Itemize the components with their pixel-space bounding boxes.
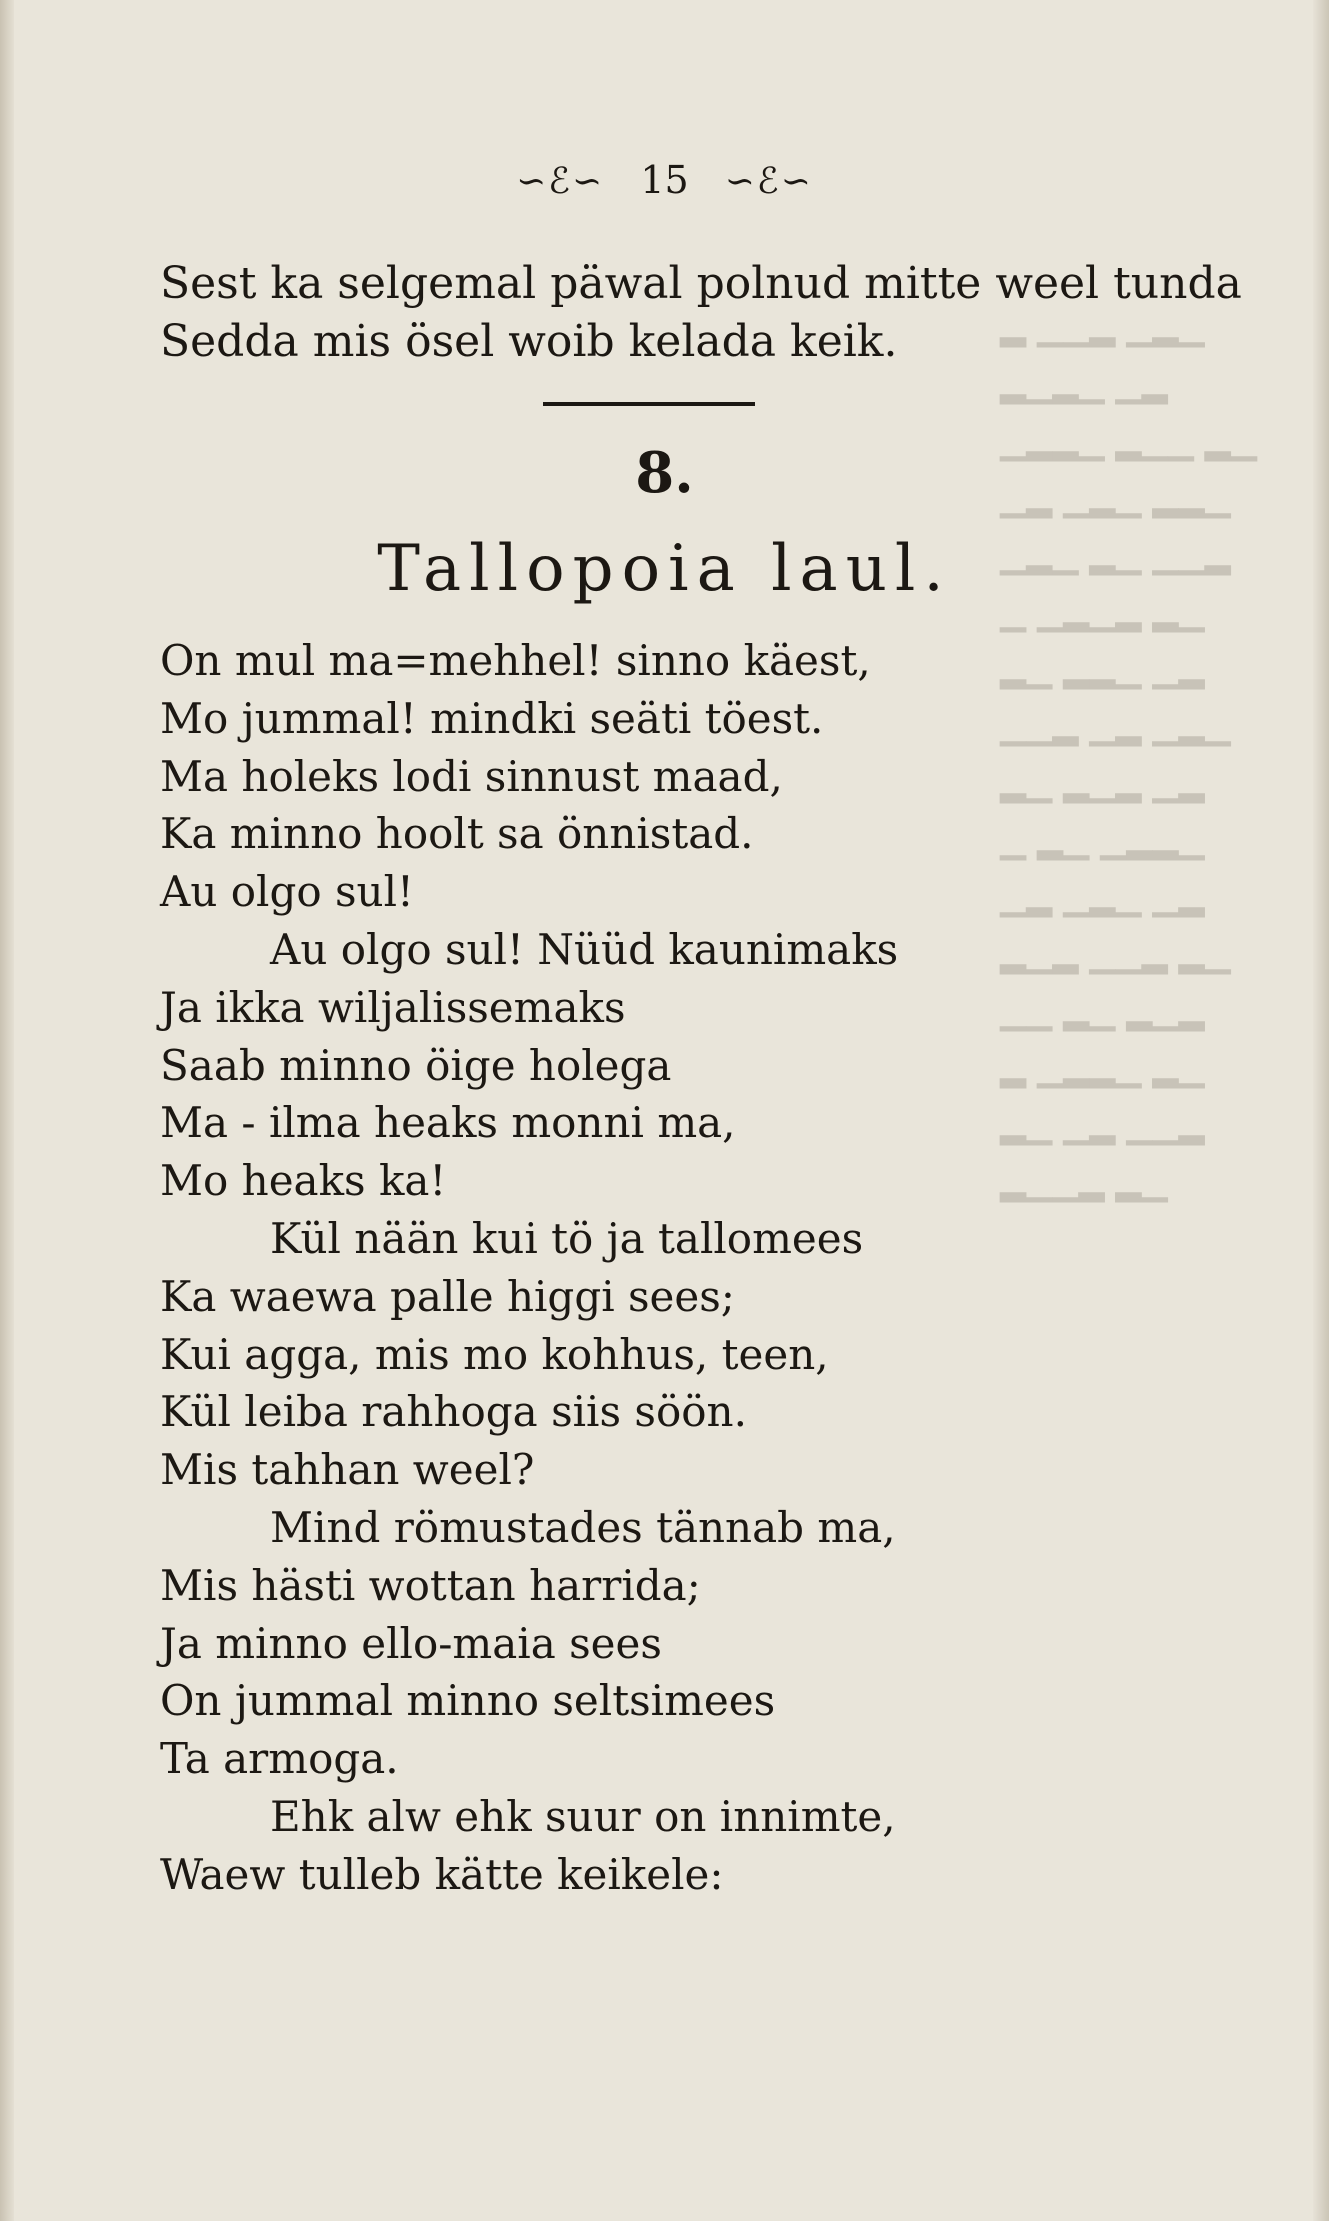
poem-line: Mind römustades tännab ma, <box>270 1502 896 1552</box>
poem-line: Mis hästi wottan harrida; <box>160 1560 701 1610</box>
section-number: 8. <box>635 440 694 506</box>
poem-line: Kui agga, mis mo kohhus, teen, <box>160 1329 829 1379</box>
ornament-left-icon: ∽ℰ∽ <box>516 161 605 202</box>
show-through-bleed: ▁▂▁ ▂▁▁ ▂ ▂▁ ▁▂▁▂ ▁▂ ▁▁▂ ▁▂▂▁ ▁▂▂ ▁▂▁ ▂▁ ▂▁▁ ▁▂ ▁▂▁ ▁▂ ▂▁▂▁ ▁ ▂▁ ▁▂▂ ▁▂ ▁▂▁ ▂▁ ▂▁▁ ▂▁ ▂▁▂ ▁▂ ▁▂▂▁ ▁▂ ▁ ▂▁ ▁▂▁ ▂▁ ▁▂ ▂▁▁ ▂▁▂ ▂▁▂ ▁▂ ▁▁ ▁▂ ▁▂▂▁ ▂ ▂▁▁ ▂▁ ▁▂ ▁▂ ▂▁▁▂ <box>1000 308 1257 1203</box>
poem-line: Ka waewa palle higgi sees; <box>160 1271 735 1321</box>
poem-line: Kül nään kui tö ja tallomees <box>270 1213 864 1263</box>
poem-line: On jummal minno seltsimees <box>160 1676 776 1726</box>
poem-line: Mis tahhan weel? <box>160 1445 535 1495</box>
ornament-right-icon: ∽ℰ∽ <box>724 161 813 202</box>
section-divider <box>543 402 755 406</box>
poem-line: Kül leiba rahhoga siis söön. <box>160 1387 747 1437</box>
poem-line: Au olgo sul! Nüüd kaunimaks <box>270 924 899 974</box>
continuation-text <box>160 254 1242 370</box>
continuation-line: Sest ka selgemal päwal polnud mitte weel tunda <box>160 258 1242 309</box>
poem-body <box>160 632 898 1904</box>
poem-line: Mo jummal! mindki seäti töest. <box>160 693 824 743</box>
poem-line: Mo heaks ka! <box>160 1156 447 1206</box>
page-number: 15 <box>640 158 689 202</box>
poem-line: Au olgo sul! <box>160 867 414 917</box>
poem-line: Ma holeks lodi sinnust maad, <box>160 751 783 801</box>
poem-line: Ta armoga. <box>160 1734 399 1784</box>
poem-line: Ehk alw ehk suur on innimte, <box>270 1791 896 1841</box>
poem-line: Ja minno ello-maia sees <box>160 1618 662 1668</box>
poem-line: Ja ikka wiljalissemaks <box>160 982 626 1032</box>
song-title: Tallopoia laul. <box>377 532 952 606</box>
page-edge-left <box>0 0 14 2221</box>
page-header <box>0 158 1329 202</box>
poem-line: Ka minno hoolt sa önnistad. <box>160 809 754 859</box>
poem-line: Waew tulleb kätte keikele: <box>160 1849 724 1899</box>
poem-line: Saab minno öige holega <box>160 1040 672 1090</box>
poem-line: Ma - ilma heaks monni ma, <box>160 1098 736 1148</box>
continuation-line: Sedda mis ösel woib kelada keik. <box>160 315 898 367</box>
poem-line: On mul ma=mehhel! sinno käest, <box>160 636 871 685</box>
